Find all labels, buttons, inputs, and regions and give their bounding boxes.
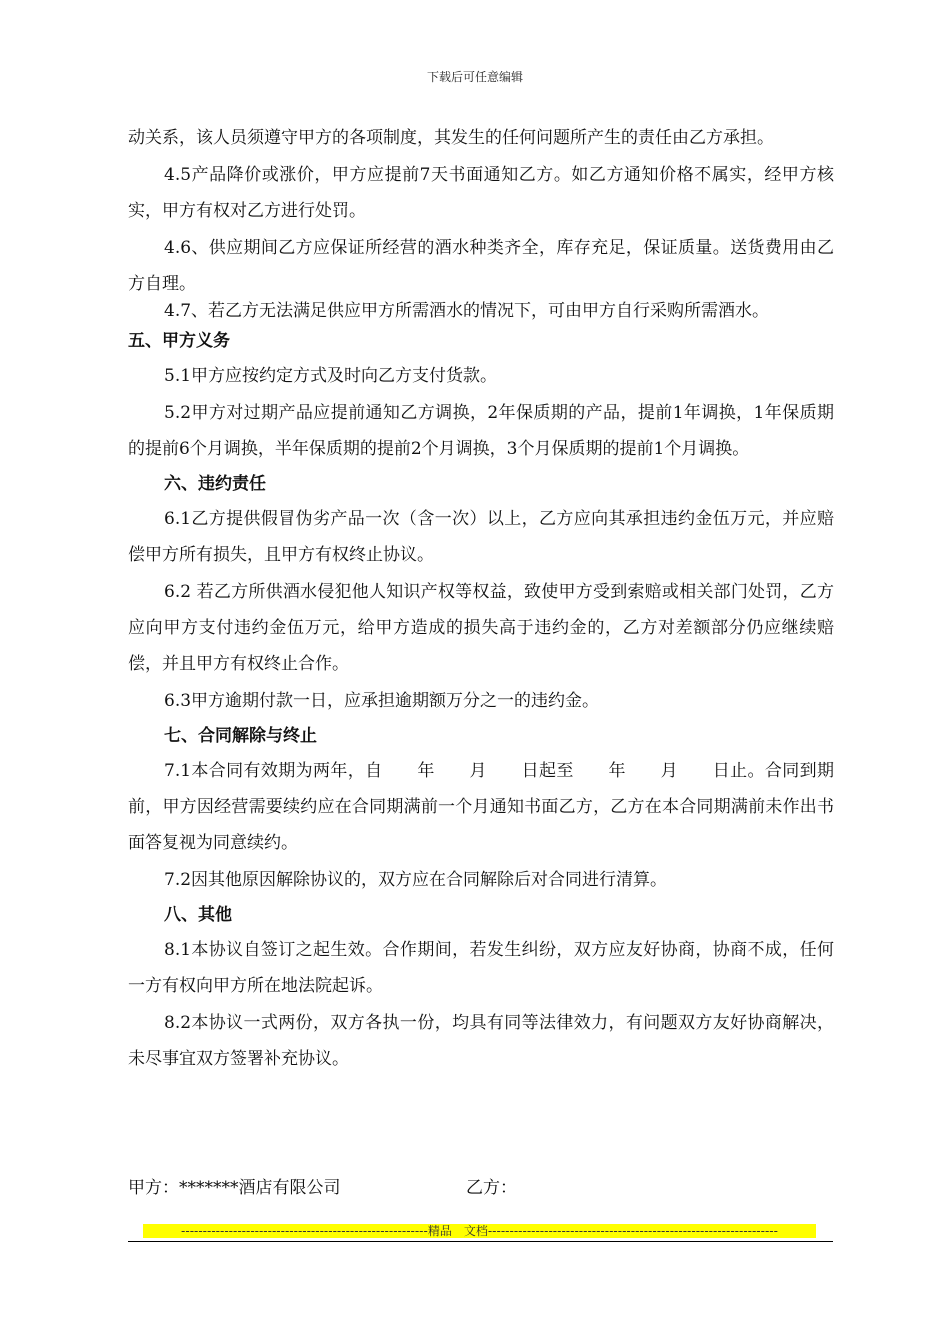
paragraph-8-2: 8.2本协议一式两份，双方各执一份，均具有同等法律效力，有问题双方友好协商解决，未尽事宜双方签署补充协议。 [128,1013,834,1069]
paragraph-8-1: 8.1本协议自签订之起生效。合作期间，若发生纠纷，双方应友好协商，协商不成，任何一方有权向甲方所在地法院起诉。 [128,940,834,996]
paragraph-6-1: 6.1乙方提供假冒伪劣产品一次（含一次）以上，乙方应向其承担违约金伍万元，并应赔偿甲方所有损失，且甲方有权终止协议。 [128,509,834,565]
paragraph-6-3: 6.3甲方逾期付款一日，应承担逾期额万分之一的违约金。 [164,691,600,711]
paragraph-7-2: 7.2因其他原因解除协议的，双方应在合同解除后对合同进行清算。 [164,870,668,890]
paragraph-5-2: 5.2甲方对过期产品应提前通知乙方调换，2年保质期的产品，提前1年调换，1年保质期的提前6个月调换，半年保质期的提前2个月调换，3个月保质期的提前1个月调换。 [128,403,834,459]
page-header: 下载后可任意编辑 [426,70,523,84]
section-heading-8: 八、其他 [164,905,232,925]
paragraph-6-2: 6.2 若乙方所供酒水侵犯他人知识产权等权益，致使甲方受到索赔或相关部门处罚，乙方应向甲方支付违约金伍万元，给甲方造成的损失高于违约金的，乙方对差额部分仍应继续赔偿，并且甲方有权终止合作。 [128,582,834,674]
signature-line [128,1173,834,1203]
paragraph-4-7: 4.7、若乙方无法满足供应甲方所需酒水的情况下，可由甲方自行采购所需酒水。 [164,301,770,321]
section-heading-5: 五、甲方义务 [128,331,230,351]
paragraph-7-1: 7.1本合同有效期为两年，自 年 月 日起至 年 月 日止。合同到期前，甲方因经营需要续约应在合同期满前一个月通知书面乙方，乙方在本合同期满前未作出书面答复视为同意续约。 [128,761,834,853]
section-heading-7: 七、合同解除与终止 [164,726,317,746]
paragraph-4-5: 4.5产品降价或涨价，甲方应提前7天书面通知乙方。如乙方通知价格不属实，经甲方核实，甲方有权对乙方进行处罚。 [128,165,834,221]
footer-rule [128,1241,833,1242]
paragraph: 动关系，该人员须遵守甲方的各项制度，其发生的任何问题所产生的责任由乙方承担。 [128,128,774,148]
party-b-signature: 乙方： [466,1178,517,1198]
footer-highlight: ---------------------------------------------------------精品 文档------------------------------------------------------------------- [143,1224,816,1238]
paragraph-4-6: 4.6、供应期间乙方应保证所经营的酒水种类齐全，库存充足，保证质量。送货费用由乙方自理。 [128,238,834,294]
paragraph-5-1: 5.1甲方应按约定方式及时向乙方支付货款。 [164,366,498,386]
party-a-signature: 甲方：*******酒店有限公司 [128,1178,341,1198]
section-heading-6: 六、违约责任 [164,474,266,494]
document-body [128,120,834,1077]
